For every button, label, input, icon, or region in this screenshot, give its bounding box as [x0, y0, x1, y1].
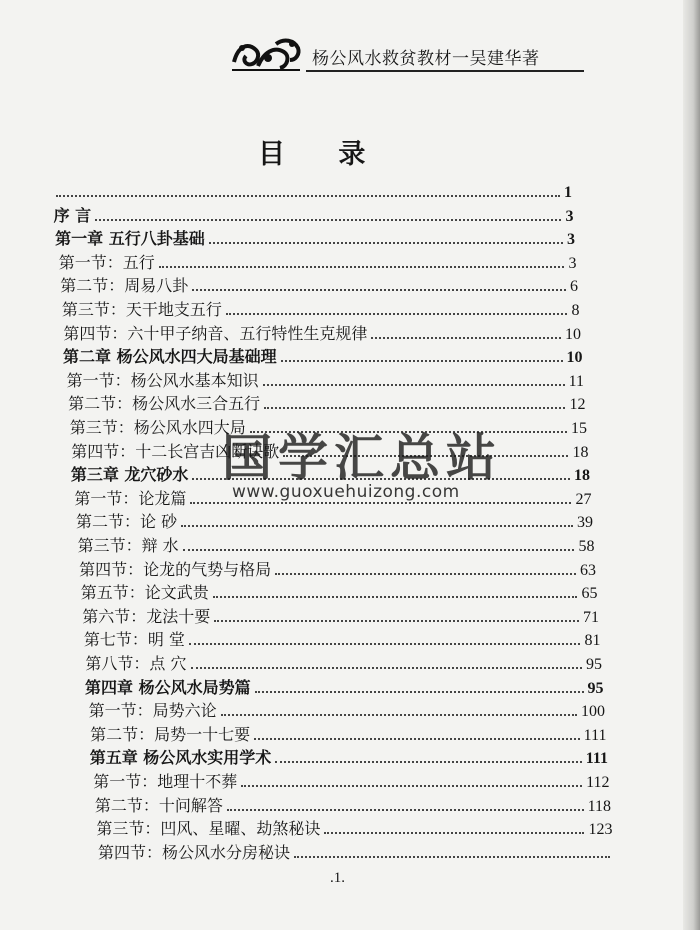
running-header	[228, 30, 578, 80]
toc-leader-dots	[183, 549, 575, 551]
toc-entry-page: 118	[587, 797, 611, 815]
toc-entry	[52, 178, 572, 202]
toc-entry-page: 112	[586, 774, 610, 791]
toc-entry-page: 95	[587, 679, 604, 697]
toc-entry-label: 第八节：点 穴	[85, 654, 187, 673]
toc-leader-dots	[221, 714, 577, 716]
toc-entry	[89, 697, 605, 721]
toc-leader-dots	[324, 832, 584, 834]
toc-entry-label: 第三节：天干地支五行	[61, 300, 222, 319]
toc-entry-label: 第四节：论龙的气势与格局	[79, 559, 272, 579]
toc-entry	[63, 343, 583, 367]
toc-entry-page: 10	[566, 349, 583, 367]
toc-entry-page: 123	[588, 821, 613, 839]
toc-leader-dots	[192, 289, 566, 291]
toc-leader-dots	[209, 242, 563, 244]
toc-entry	[55, 225, 575, 249]
toc-entry-label: 第二节：周易八卦	[60, 276, 189, 296]
dragon-logo-icon	[228, 32, 304, 76]
toc-leader-dots	[294, 856, 610, 858]
toc-leader-dots	[263, 384, 565, 386]
header-rule	[306, 70, 584, 72]
toc-leader-dots	[275, 761, 581, 763]
toc-leader-dots	[56, 195, 560, 197]
toc-entry-page: 15	[570, 420, 587, 437]
toc-entry	[93, 768, 609, 792]
toc-entry-label: 第六节：龙法十要	[82, 606, 211, 626]
toc-entry-label: 第四节：十二长宫吉凶断诀歌	[71, 441, 280, 461]
toc-entry-page: 27	[575, 490, 592, 508]
toc-entry-page: 58	[578, 538, 595, 555]
toc-entry-label: 第一节：论龙篇	[74, 488, 187, 508]
page-number: .1.	[330, 870, 345, 886]
toc-entry-label: 第二节：局势一十七要	[90, 724, 251, 744]
toc-entry	[90, 721, 606, 745]
toc-leader-dots	[371, 337, 561, 339]
toc-entry-page: 6	[569, 278, 578, 296]
toc-entry-label: 第五节：论文武贵	[80, 583, 209, 603]
toc-entry-label: 第二节：论 砂	[76, 512, 178, 532]
toc-entry-label: 第三节：杨公风水四大局	[69, 418, 246, 437]
toc-entry-page: 95	[585, 656, 602, 673]
watermark-url: www.guoxuehuizong.com	[232, 482, 460, 502]
toc-entry-label: 第三节：辩 水	[77, 536, 179, 555]
watermark	[222, 418, 502, 518]
toc-entry-label: 第五章 杨公风水实用学术	[89, 748, 272, 768]
toc-entry	[67, 367, 584, 391]
toc-entry-page: 111	[585, 750, 608, 768]
toc-entry	[95, 792, 611, 816]
toc-leader-dots	[159, 266, 565, 268]
toc-entry-page: 18	[573, 467, 590, 485]
toc-entry-page: 39	[577, 514, 593, 532]
toc-entry-label: 第一节：五行	[58, 252, 155, 272]
toc-leader-dots	[213, 596, 578, 598]
toc-entry-label: 第一节：地理十不葬	[93, 772, 238, 791]
toc-leader-dots	[181, 525, 573, 527]
toc-entry-page: 111	[583, 726, 607, 744]
toc-entry-label: 第四章 杨公风水局势篇	[85, 677, 251, 697]
toc-entry	[79, 556, 596, 580]
toc-entry-page: 8	[571, 302, 580, 319]
toc-entry-label: 第四节：杨公风水分房秘诀	[98, 842, 291, 862]
toc-entry	[90, 744, 608, 768]
toc-entry-page: 81	[584, 632, 601, 650]
toc-leader-dots	[264, 407, 565, 409]
toc-entry	[96, 815, 612, 839]
toc-leader-dots	[95, 219, 561, 221]
watermark-text: 国学汇总站	[222, 429, 502, 487]
toc-entry	[85, 674, 604, 698]
toc-leader-dots	[227, 809, 584, 811]
toc-leader-dots	[254, 738, 580, 740]
toc-leader-dots	[214, 620, 579, 622]
toc-entry-label: 第一节：局势六论	[88, 701, 217, 721]
toc-leader-dots	[191, 667, 582, 669]
toc-entry-page: 63	[579, 561, 596, 579]
toc-entry-page: 11	[568, 372, 584, 390]
toc-entry	[82, 603, 599, 627]
toc-entry	[62, 296, 580, 320]
toc-entry-label: 第一章 五行八卦基础	[55, 229, 205, 249]
toc-entry-page: 10	[564, 325, 581, 343]
toc-entry-label: 第三节：凹风、星曜、劫煞秘诀	[96, 819, 321, 839]
toc-leader-dots	[275, 573, 576, 575]
toc-entry-label: 第一节：杨公风水基本知识	[66, 370, 259, 390]
toc-entry	[68, 390, 585, 414]
toc-leader-dots	[189, 643, 581, 645]
toc-entry	[85, 650, 602, 674]
toc-entry-label: 第二节：十问解答	[94, 795, 223, 815]
toc-entry-page: 65	[581, 585, 598, 603]
toc-leader-dots	[255, 691, 584, 693]
toc-entry-label: 第四节：六十甲子纳音、五行特性生克规律	[63, 323, 368, 343]
toc-leader-dots	[281, 360, 563, 362]
toc-entry-page: 3	[565, 207, 574, 225]
toc-leader-dots	[226, 313, 568, 315]
toc-entry-page: 3	[568, 254, 577, 272]
toc-entry-page: 71	[582, 608, 599, 626]
toc-entry	[84, 626, 601, 650]
toc-entry-page: 18	[572, 443, 589, 461]
toc-entry-label: 第二章 杨公风水四大局基础理	[63, 347, 277, 367]
toc-entry	[54, 202, 574, 226]
page-edge-shadow	[683, 0, 700, 930]
toc-entry-label: 序 言	[53, 205, 92, 225]
toc-entry-label: 第三章 龙穴砂水	[70, 465, 189, 485]
toc-entry-label: 第二节：杨公风水三合五行	[68, 394, 261, 414]
page-title: 目 录	[258, 139, 388, 170]
header-title: 杨公风水救贫教材一吴建华著	[312, 49, 540, 69]
toc-entry-label: 第七节：明 堂	[83, 630, 185, 650]
toc-entry	[60, 272, 578, 296]
toc-entry	[59, 249, 577, 273]
toc-entry	[78, 532, 595, 556]
toc-entry-page: 3	[566, 231, 575, 249]
toc-entry-page: 1	[564, 184, 572, 201]
toc-entry	[81, 579, 598, 603]
toc-entry-page: 100	[580, 703, 605, 721]
toc-entry	[63, 320, 581, 344]
toc-entry-page: 12	[569, 396, 586, 414]
toc-leader-dots	[241, 785, 582, 787]
toc-entry	[98, 839, 614, 863]
